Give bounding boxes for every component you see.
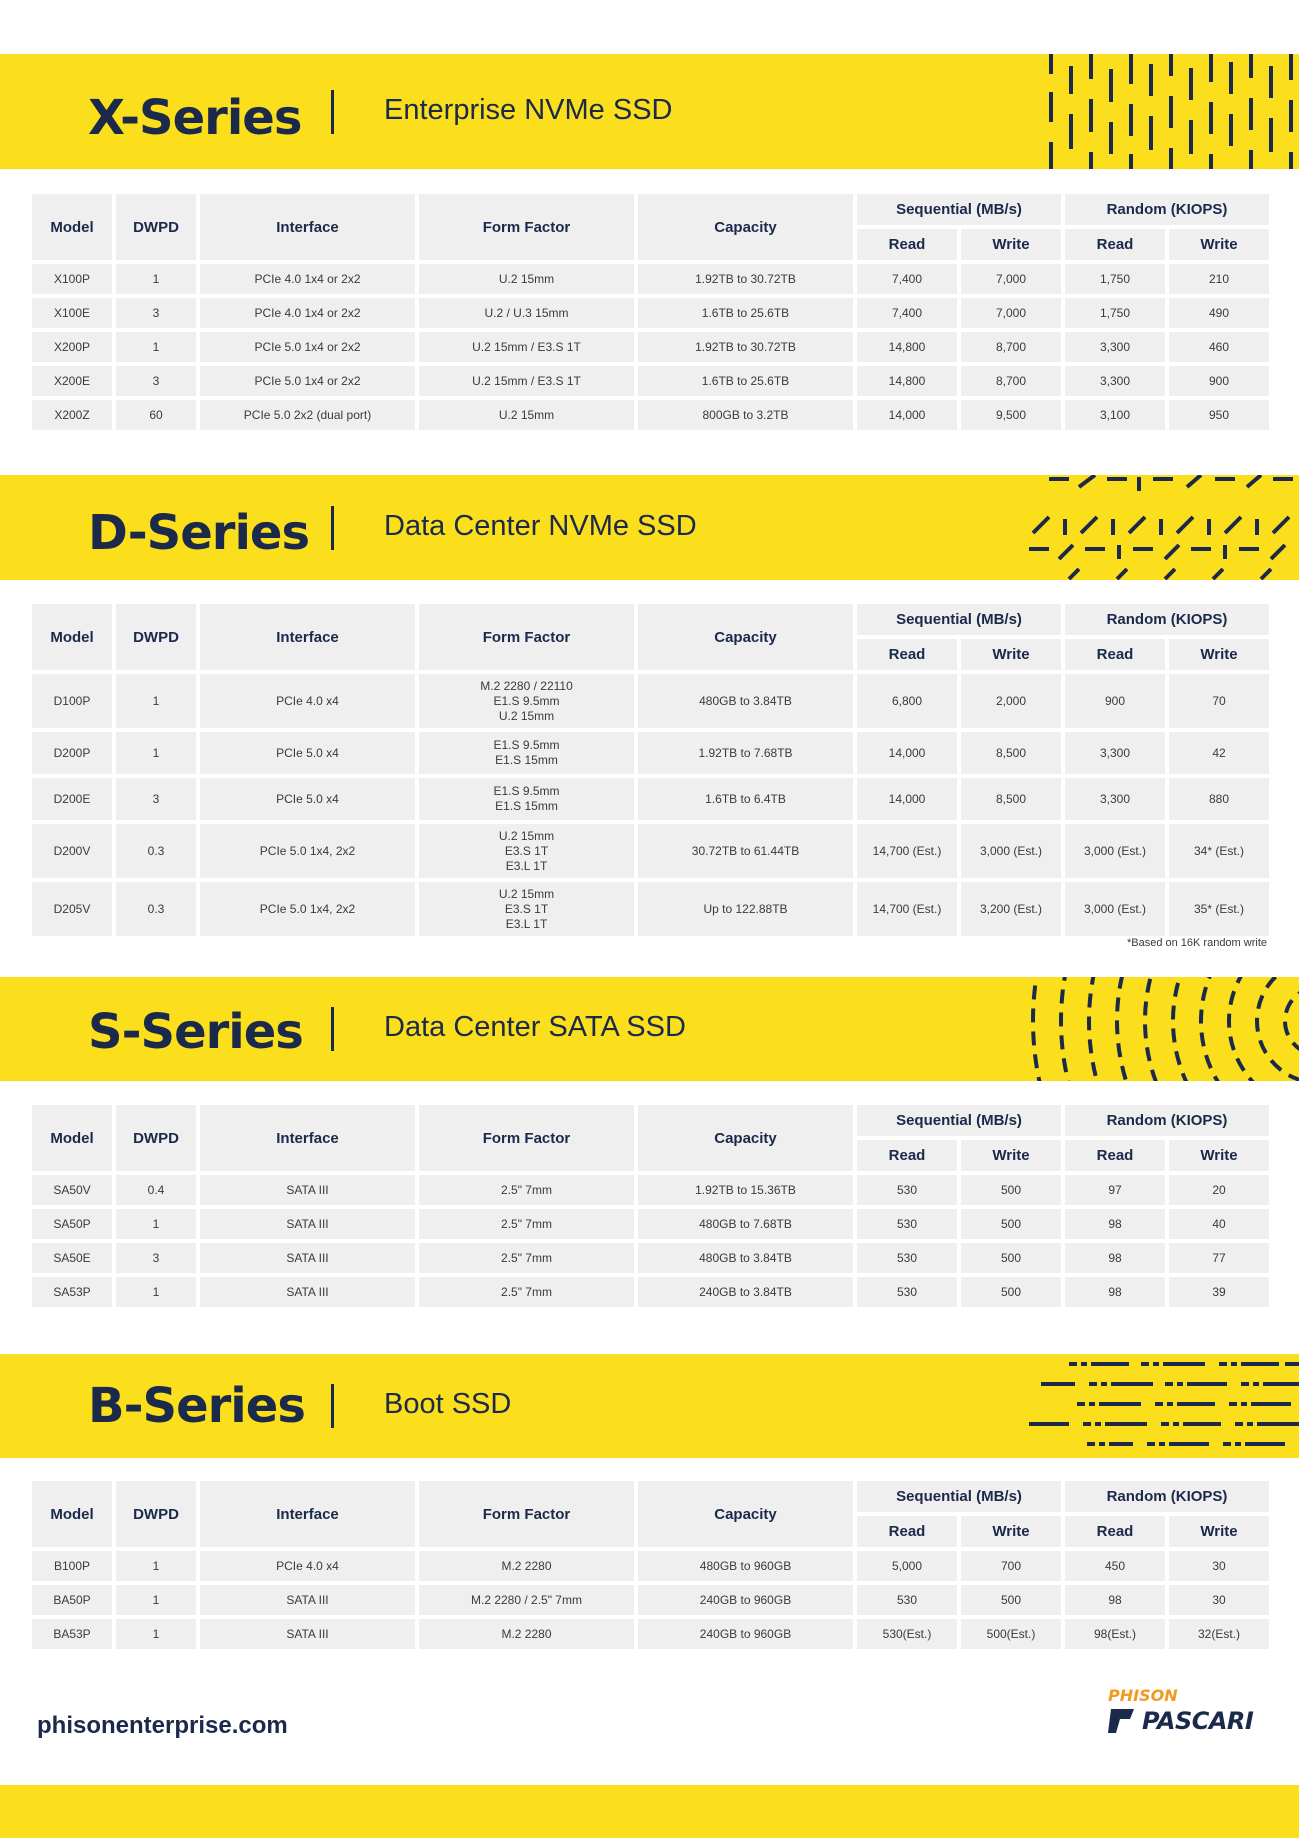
b-series-table xyxy=(28,1477,1273,1653)
cell-rand-read: 98 xyxy=(1065,1277,1165,1307)
header-seq-read: Read xyxy=(857,1516,957,1547)
cell-model: SA50V xyxy=(32,1175,112,1205)
cell-form-factor: M.2 2280 xyxy=(419,1551,634,1581)
x-series-table xyxy=(28,190,1273,434)
cell-capacity: 1.6TB to 6.4TB xyxy=(638,778,853,820)
cell-rand-write: 20 xyxy=(1169,1175,1269,1205)
cell-model: SA50P xyxy=(32,1209,112,1239)
cell-interface: PCIe 5.0 2x2 (dual port) xyxy=(200,400,415,430)
cell-seq-write: 500 xyxy=(961,1277,1061,1307)
cell-rand-write: 880 xyxy=(1169,778,1269,820)
title-divider xyxy=(331,1007,334,1051)
cell-interface: PCIe 5.0 1x4, 2x2 xyxy=(200,824,415,878)
cell-model: X100E xyxy=(32,298,112,328)
cell-rand-read: 450 xyxy=(1065,1551,1165,1581)
header-rand-write: Write xyxy=(1169,639,1269,670)
cell-seq-read: 14,000 xyxy=(857,732,957,774)
cell-form-factor: M.2 2280 / 22110 E1.S 9.5mm U.2 15mm xyxy=(419,674,634,728)
cell-capacity: 1.92TB to 7.68TB xyxy=(638,732,853,774)
header-rand-write: Write xyxy=(1169,229,1269,260)
cell-form-factor: U.2 15mm E3.S 1T E3.L 1T xyxy=(419,824,634,878)
section-subtitle: Data Center NVMe SSD xyxy=(384,510,697,542)
table-row xyxy=(32,332,1269,362)
header-model: Model xyxy=(32,1105,112,1171)
header-form-factor: Form Factor xyxy=(419,194,634,260)
table-body xyxy=(32,674,1269,936)
cell-form-factor: 2.5" 7mm xyxy=(419,1277,634,1307)
cell-dwpd: 1 xyxy=(116,1585,196,1615)
cell-rand-write: 32(Est.) xyxy=(1169,1619,1269,1649)
cell-dwpd: 0.3 xyxy=(116,882,196,936)
table-row xyxy=(32,1619,1269,1649)
table-row xyxy=(32,1551,1269,1581)
cell-form-factor: U.2 / U.3 15mm xyxy=(419,298,634,328)
cell-dwpd: 1 xyxy=(116,1209,196,1239)
cell-form-factor: U.2 15mm xyxy=(419,400,634,430)
cell-seq-read: 5,000 xyxy=(857,1551,957,1581)
d-series-banner xyxy=(0,475,1299,580)
cell-interface: SATA III xyxy=(200,1585,415,1615)
cell-rand-write: 30 xyxy=(1169,1551,1269,1581)
morse-dash-pattern-icon xyxy=(1029,1354,1299,1458)
cell-seq-write: 700 xyxy=(961,1551,1061,1581)
cell-model: X200E xyxy=(32,366,112,396)
cell-interface: PCIe 5.0 x4 xyxy=(200,778,415,820)
cell-interface: PCIe 4.0 x4 xyxy=(200,1551,415,1581)
cell-interface: SATA III xyxy=(200,1209,415,1239)
cell-seq-read: 14,700 (Est.) xyxy=(857,824,957,878)
cell-dwpd: 0.3 xyxy=(116,824,196,878)
cell-capacity: Up to 122.88TB xyxy=(638,882,853,936)
diagonal-dash-pattern-icon xyxy=(1029,475,1299,580)
cell-seq-read: 530 xyxy=(857,1243,957,1273)
b-series-banner xyxy=(0,1354,1299,1458)
table-row xyxy=(32,882,1269,936)
header-form-factor: Form Factor xyxy=(419,604,634,670)
table-row xyxy=(32,1243,1269,1273)
cell-dwpd: 3 xyxy=(116,778,196,820)
table-row xyxy=(32,366,1269,396)
cell-seq-write: 500 xyxy=(961,1209,1061,1239)
cell-rand-read: 98(Est.) xyxy=(1065,1619,1165,1649)
section-title: B-Series xyxy=(88,1378,305,1434)
cell-model: D200P xyxy=(32,732,112,774)
cell-seq-read: 530 xyxy=(857,1175,957,1205)
cell-rand-read: 3,300 xyxy=(1065,332,1165,362)
cell-rand-write: 70 xyxy=(1169,674,1269,728)
cell-capacity: 800GB to 3.2TB xyxy=(638,400,853,430)
title-divider xyxy=(331,506,334,550)
cell-rand-write: 77 xyxy=(1169,1243,1269,1273)
cell-rand-read: 3,100 xyxy=(1065,400,1165,430)
cell-seq-write: 8,500 xyxy=(961,778,1061,820)
cell-rand-read: 3,000 (Est.) xyxy=(1065,824,1165,878)
header-rand-write: Write xyxy=(1169,1516,1269,1547)
cell-rand-read: 1,750 xyxy=(1065,264,1165,294)
section-subtitle: Boot SSD xyxy=(384,1388,512,1420)
cell-rand-read: 1,750 xyxy=(1065,298,1165,328)
table-body xyxy=(32,264,1269,430)
cell-capacity: 480GB to 3.84TB xyxy=(638,674,853,728)
cell-rand-write: 210 xyxy=(1169,264,1269,294)
brand-logo xyxy=(1108,1686,1253,1735)
cell-capacity: 1.92TB to 30.72TB xyxy=(638,264,853,294)
cell-dwpd: 1 xyxy=(116,674,196,728)
cell-seq-write: 500 xyxy=(961,1175,1061,1205)
cell-seq-write: 8,700 xyxy=(961,366,1061,396)
cell-seq-write: 9,500 xyxy=(961,400,1061,430)
title-divider xyxy=(331,1384,334,1428)
cell-capacity: 1.6TB to 25.6TB xyxy=(638,298,853,328)
header-model: Model xyxy=(32,1481,112,1547)
table-body xyxy=(32,1551,1269,1649)
header-random: Random (KIOPS) xyxy=(1065,604,1269,635)
header-random: Random (KIOPS) xyxy=(1065,1481,1269,1512)
header-capacity: Capacity xyxy=(638,194,853,260)
cell-seq-read: 7,400 xyxy=(857,298,957,328)
cell-dwpd: 60 xyxy=(116,400,196,430)
header-interface: Interface xyxy=(200,1105,415,1171)
cell-interface: PCIe 5.0 1x4 or 2x2 xyxy=(200,332,415,362)
concentric-arc-pattern-icon xyxy=(1029,977,1299,1081)
cell-seq-read: 530 xyxy=(857,1277,957,1307)
table-row xyxy=(32,778,1269,820)
header-form-factor: Form Factor xyxy=(419,1481,634,1547)
section-subtitle: Enterprise NVMe SSD xyxy=(384,94,673,126)
cell-seq-write: 2,000 xyxy=(961,674,1061,728)
cell-seq-write: 8,700 xyxy=(961,332,1061,362)
cell-rand-write: 30 xyxy=(1169,1585,1269,1615)
header-seq-read: Read xyxy=(857,229,957,260)
cell-seq-write: 7,000 xyxy=(961,264,1061,294)
cell-seq-read: 7,400 xyxy=(857,264,957,294)
header-rand-read: Read xyxy=(1065,229,1165,260)
cell-rand-read: 98 xyxy=(1065,1209,1165,1239)
cell-seq-write: 500 xyxy=(961,1585,1061,1615)
cell-rand-read: 98 xyxy=(1065,1585,1165,1615)
cell-model: BA50P xyxy=(32,1585,112,1615)
header-dwpd: DWPD xyxy=(116,604,196,670)
cell-seq-write: 500(Est.) xyxy=(961,1619,1061,1649)
cell-seq-write: 500 xyxy=(961,1243,1061,1273)
cell-dwpd: 3 xyxy=(116,366,196,396)
header-seq-write: Write xyxy=(961,639,1061,670)
header-interface: Interface xyxy=(200,194,415,260)
website-link[interactable]: phisonenterprise.com xyxy=(37,1712,288,1739)
cell-rand-write: 950 xyxy=(1169,400,1269,430)
cell-seq-read: 14,000 xyxy=(857,778,957,820)
header-form-factor: Form Factor xyxy=(419,1105,634,1171)
header-interface: Interface xyxy=(200,604,415,670)
footnote: *Based on 16K random write xyxy=(1126,937,1267,949)
header-rand-read: Read xyxy=(1065,639,1165,670)
cell-seq-write: 8,500 xyxy=(961,732,1061,774)
bottom-accent-band xyxy=(0,1785,1299,1838)
header-capacity: Capacity xyxy=(638,1481,853,1547)
table-row xyxy=(32,1585,1269,1615)
cell-interface: SATA III xyxy=(200,1619,415,1649)
cell-form-factor: E1.S 9.5mm E1.S 15mm xyxy=(419,732,634,774)
cell-form-factor: U.2 15mm / E3.S 1T xyxy=(419,332,634,362)
pascari-mark-icon xyxy=(1108,1707,1136,1735)
cell-seq-read: 14,700 (Est.) xyxy=(857,882,957,936)
cell-dwpd: 0.4 xyxy=(116,1175,196,1205)
cell-form-factor: U.2 15mm xyxy=(419,264,634,294)
cell-form-factor: E1.S 9.5mm E1.S 15mm xyxy=(419,778,634,820)
logo-pascari-text: PASCARI xyxy=(1142,1707,1254,1735)
cell-capacity: 240GB to 960GB xyxy=(638,1619,853,1649)
cell-model: BA53P xyxy=(32,1619,112,1649)
s-series-table xyxy=(28,1101,1273,1311)
table-row xyxy=(32,298,1269,328)
cell-capacity: 480GB to 7.68TB xyxy=(638,1209,853,1239)
header-rand-read: Read xyxy=(1065,1140,1165,1171)
cell-form-factor: 2.5" 7mm xyxy=(419,1243,634,1273)
section-title: X-Series xyxy=(88,90,302,146)
header-seq-write: Write xyxy=(961,1140,1061,1171)
logo-phison-text: PHISON xyxy=(1108,1686,1178,1705)
cell-model: D200V xyxy=(32,824,112,878)
cell-rand-write: 34* (Est.) xyxy=(1169,824,1269,878)
cell-seq-write: 3,000 (Est.) xyxy=(961,824,1061,878)
cell-rand-read: 900 xyxy=(1065,674,1165,728)
cell-model: SA50E xyxy=(32,1243,112,1273)
table-row xyxy=(32,1209,1269,1239)
cell-interface: SATA III xyxy=(200,1243,415,1273)
cell-form-factor: U.2 15mm E3.S 1T E3.L 1T xyxy=(419,882,634,936)
cell-form-factor: 2.5" 7mm xyxy=(419,1209,634,1239)
cell-rand-read: 3,000 (Est.) xyxy=(1065,882,1165,936)
s-series-banner xyxy=(0,977,1299,1081)
header-dwpd: DWPD xyxy=(116,194,196,260)
cell-model: D100P xyxy=(32,674,112,728)
cell-form-factor: M.2 2280 / 2.5" 7mm xyxy=(419,1585,634,1615)
header-rand-write: Write xyxy=(1169,1140,1269,1171)
cell-dwpd: 1 xyxy=(116,1277,196,1307)
cell-seq-read: 6,800 xyxy=(857,674,957,728)
cell-model: X200P xyxy=(32,332,112,362)
cell-interface: SATA III xyxy=(200,1175,415,1205)
cell-seq-read: 14,800 xyxy=(857,332,957,362)
header-dwpd: DWPD xyxy=(116,1481,196,1547)
cell-model: B100P xyxy=(32,1551,112,1581)
cell-interface: PCIe 4.0 1x4 or 2x2 xyxy=(200,298,415,328)
cell-capacity: 480GB to 3.84TB xyxy=(638,1243,853,1273)
header-random: Random (KIOPS) xyxy=(1065,194,1269,225)
vertical-dash-pattern-icon xyxy=(1039,54,1299,169)
table-row xyxy=(32,674,1269,728)
cell-dwpd: 3 xyxy=(116,1243,196,1273)
cell-interface: PCIe 4.0 x4 xyxy=(200,674,415,728)
cell-rand-write: 900 xyxy=(1169,366,1269,396)
cell-capacity: 480GB to 960GB xyxy=(638,1551,853,1581)
x-series-banner xyxy=(0,54,1299,169)
cell-seq-read: 14,800 xyxy=(857,366,957,396)
cell-rand-write: 490 xyxy=(1169,298,1269,328)
cell-capacity: 1.92TB to 30.72TB xyxy=(638,332,853,362)
cell-dwpd: 1 xyxy=(116,332,196,362)
cell-rand-read: 3,300 xyxy=(1065,366,1165,396)
header-sequential: Sequential (MB/s) xyxy=(857,194,1061,225)
table-row xyxy=(32,264,1269,294)
table-row xyxy=(32,1277,1269,1307)
cell-dwpd: 1 xyxy=(116,1619,196,1649)
cell-interface: PCIe 5.0 x4 xyxy=(200,732,415,774)
cell-interface: SATA III xyxy=(200,1277,415,1307)
cell-seq-read: 530(Est.) xyxy=(857,1619,957,1649)
cell-model: D200E xyxy=(32,778,112,820)
cell-model: SA53P xyxy=(32,1277,112,1307)
header-rand-read: Read xyxy=(1065,1516,1165,1547)
cell-rand-read: 98 xyxy=(1065,1243,1165,1273)
header-sequential: Sequential (MB/s) xyxy=(857,1105,1061,1136)
header-sequential: Sequential (MB/s) xyxy=(857,1481,1061,1512)
cell-dwpd: 1 xyxy=(116,264,196,294)
header-seq-write: Write xyxy=(961,229,1061,260)
section-title: D-Series xyxy=(88,505,310,561)
cell-model: X100P xyxy=(32,264,112,294)
cell-capacity: 30.72TB to 61.44TB xyxy=(638,824,853,878)
cell-rand-write: 42 xyxy=(1169,732,1269,774)
cell-seq-read: 14,000 xyxy=(857,400,957,430)
cell-interface: PCIe 5.0 1x4, 2x2 xyxy=(200,882,415,936)
cell-dwpd: 1 xyxy=(116,732,196,774)
table-row xyxy=(32,1175,1269,1205)
cell-interface: PCIe 5.0 1x4 or 2x2 xyxy=(200,366,415,396)
d-series-table xyxy=(28,600,1273,940)
header-capacity: Capacity xyxy=(638,604,853,670)
header-random: Random (KIOPS) xyxy=(1065,1105,1269,1136)
cell-rand-write: 460 xyxy=(1169,332,1269,362)
cell-seq-write: 3,200 (Est.) xyxy=(961,882,1061,936)
cell-model: D205V xyxy=(32,882,112,936)
cell-capacity: 240GB to 3.84TB xyxy=(638,1277,853,1307)
table-row xyxy=(32,400,1269,430)
cell-rand-write: 39 xyxy=(1169,1277,1269,1307)
header-seq-read: Read xyxy=(857,1140,957,1171)
header-model: Model xyxy=(32,194,112,260)
cell-form-factor: M.2 2280 xyxy=(419,1619,634,1649)
header-seq-write: Write xyxy=(961,1516,1061,1547)
cell-rand-read: 3,300 xyxy=(1065,732,1165,774)
header-sequential: Sequential (MB/s) xyxy=(857,604,1061,635)
cell-rand-write: 40 xyxy=(1169,1209,1269,1239)
header-seq-read: Read xyxy=(857,639,957,670)
cell-seq-read: 530 xyxy=(857,1209,957,1239)
cell-capacity: 240GB to 960GB xyxy=(638,1585,853,1615)
cell-form-factor: 2.5" 7mm xyxy=(419,1175,634,1205)
table-body xyxy=(32,1175,1269,1307)
cell-form-factor: U.2 15mm / E3.S 1T xyxy=(419,366,634,396)
header-dwpd: DWPD xyxy=(116,1105,196,1171)
section-title: S-Series xyxy=(88,1004,303,1060)
table-row xyxy=(32,732,1269,774)
cell-dwpd: 1 xyxy=(116,1551,196,1581)
cell-rand-read: 97 xyxy=(1065,1175,1165,1205)
cell-rand-write: 35* (Est.) xyxy=(1169,882,1269,936)
header-model: Model xyxy=(32,604,112,670)
cell-seq-read: 530 xyxy=(857,1585,957,1615)
title-divider xyxy=(331,90,334,134)
header-capacity: Capacity xyxy=(638,1105,853,1171)
header-interface: Interface xyxy=(200,1481,415,1547)
cell-capacity: 1.6TB to 25.6TB xyxy=(638,366,853,396)
cell-seq-write: 7,000 xyxy=(961,298,1061,328)
cell-model: X200Z xyxy=(32,400,112,430)
cell-interface: PCIe 4.0 1x4 or 2x2 xyxy=(200,264,415,294)
table-row xyxy=(32,824,1269,878)
cell-capacity: 1.92TB to 15.36TB xyxy=(638,1175,853,1205)
cell-rand-read: 3,300 xyxy=(1065,778,1165,820)
cell-dwpd: 3 xyxy=(116,298,196,328)
section-subtitle: Data Center SATA SSD xyxy=(384,1011,686,1043)
